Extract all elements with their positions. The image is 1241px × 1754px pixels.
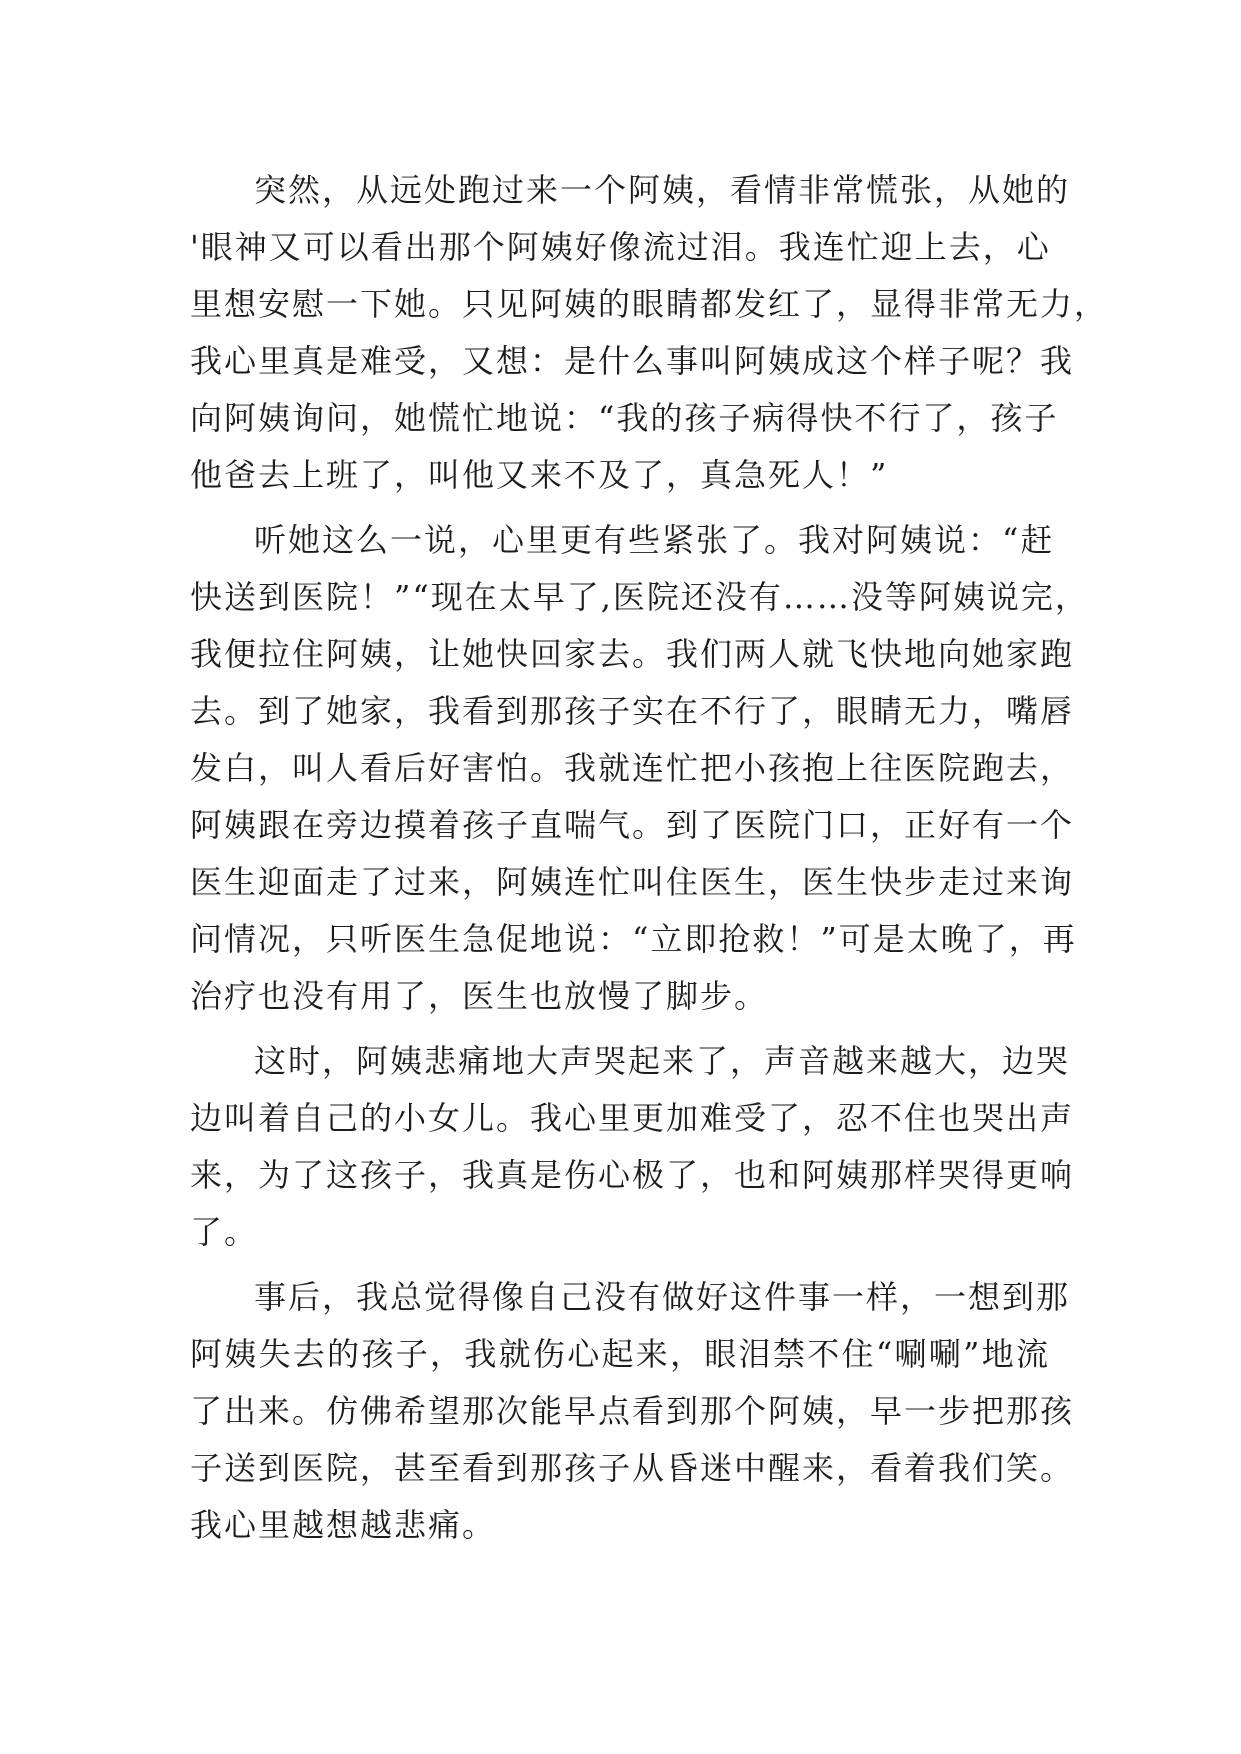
text-line: 阿姨跟在旁边摸着孩子直喘气。到了医院门口，正好有一个	[190, 806, 1075, 844]
text-line: 治疗也没有用了，医生也放慢了脚步。	[190, 977, 769, 1015]
paragraph-3	[190, 1033, 1075, 1261]
paragraph-2	[190, 512, 1089, 1025]
text-line: 突然，从远处跑过来一个阿姨，看情非常慌张，从她的	[254, 171, 1071, 209]
text-line: 阿姨失去的孩子，我就伤心起来，眼泪禁不住“唰唰”地流	[190, 1335, 1050, 1373]
text-line: 听她这么一说，心里更有些紧张了。我对阿姨说：“赶	[254, 521, 1055, 559]
text-line: 里想安慰一下她。只见阿姨的眼睛都发红了，显得非常无力，	[190, 285, 1109, 323]
text-line: 边叫着自己的小女儿。我心里更加难受了，忍不住也哭出声	[190, 1099, 1075, 1137]
text-line: 发白，叫人看后好害怕。我就连忙把小孩抱上往医院跑去，	[190, 749, 1075, 787]
text-line: 快送到医院！”“现在太早了,医院还没有……没等阿姨说完，	[190, 578, 1089, 616]
paragraph-1	[190, 162, 1109, 504]
text-line: 子送到医院，甚至看到那孩子从昏迷中醒来，看着我们笑。	[190, 1449, 1075, 1487]
paragraph-gap	[190, 504, 1050, 512]
text-line: 向阿姨询问，她慌忙地说：“我的孩子病得快不行了，孩子	[190, 399, 1059, 437]
text-line: '眼神又可以看出那个阿姨好像流过泪。我连忙迎上去，心	[190, 228, 1051, 266]
paragraph-gap	[190, 1025, 1050, 1033]
text-line: 我心里越想越悲痛。	[190, 1506, 497, 1544]
text-line: 他爸去上班了，叫他又来不及了，真急死人！”	[190, 456, 889, 494]
text-line: 去。到了她家，我看到那孩子实在不行了，眼睛无力，嘴唇	[190, 692, 1075, 730]
text-line: 事后，我总觉得像自己没有做好这件事一样，一想到那	[254, 1278, 1071, 1316]
text-line: 我心里真是难受，又想：是什么事叫阿姨成这个样子呢？我	[190, 342, 1075, 380]
text-line: 这时，阿姨悲痛地大声哭起来了，声音越来越大，边哭	[254, 1042, 1071, 1080]
text-line: 我便拉住阿姨，让她快回家去。我们两人就飞快地向她家跑	[190, 635, 1075, 673]
text-line: 了。	[190, 1213, 259, 1251]
body-text	[190, 162, 1109, 1554]
paragraph-gap	[190, 1261, 1050, 1269]
text-line: 来，为了这孩子，我真是伤心极了，也和阿姨那样哭得更响	[190, 1156, 1075, 1194]
text-line: 了出来。仿佛希望那次能早点看到那个阿姨，早一步把那孩	[190, 1392, 1075, 1430]
text-line: 医生迎面走了过来，阿姨连忙叫住医生，医生快步走过来询	[190, 863, 1075, 901]
paragraph-4	[190, 1269, 1075, 1554]
text-line: 问情况，只听医生急促地说：“立即抢救！”可是太晚了，再	[190, 920, 1077, 958]
